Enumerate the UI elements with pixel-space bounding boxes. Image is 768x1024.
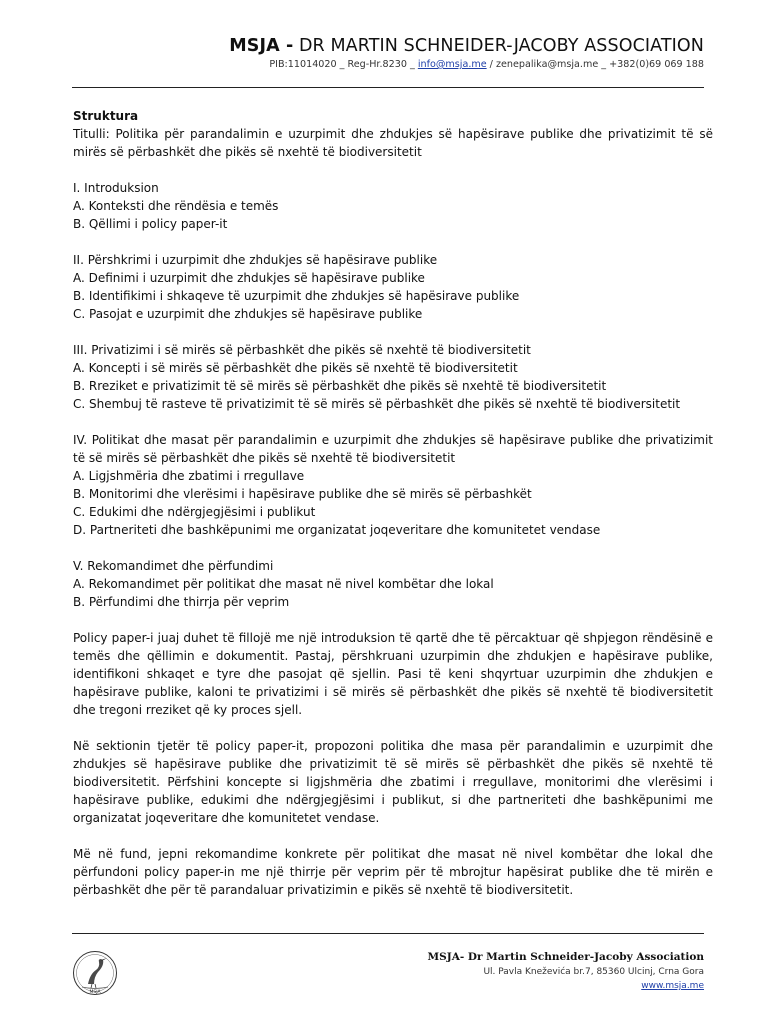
paragraph-spacer xyxy=(73,323,713,341)
outline-item: I. Introduksion xyxy=(73,181,159,195)
outline-item: A. Rekomandimet për politikat dhe masat në nivel kombëtar dhe lokal xyxy=(73,577,494,591)
outline-item: B. Monitorimi dhe vlerësimi i hapësirave publike dhe së mirës së përbashkët xyxy=(73,487,532,501)
secondary-contact: / zenepalika@msja.me _ +382(0)69 069 188 xyxy=(486,59,704,70)
footer-organization-name: MSJA- Dr Martin Schneider-Jacoby Association xyxy=(427,951,704,963)
outline-item: B. Identifikimi i shkaqeve të uzurpimit dhe zhdukjes së hapësirave publike xyxy=(73,289,520,303)
paragraph-spacer xyxy=(73,719,713,737)
outline-item: B. Rreziket e privatizimit të së mirës së përbashkët dhe pikës së nxehtë të biodiversitetit xyxy=(73,379,607,393)
section-heading: Struktura xyxy=(73,109,139,123)
logo-text: MSJA xyxy=(89,990,101,995)
outline-item: D. Partneriteti dhe bashkëpunimi me organizatat joqeveritare dhe komunitetet vendase xyxy=(73,523,601,537)
outline-item: II. Përshkrimi i uzurpimit dhe zhdukjes së hapësirave publike xyxy=(73,253,438,267)
heron-bird-logo-icon xyxy=(72,950,118,996)
paragraph-spacer xyxy=(73,161,713,179)
document-body xyxy=(73,107,713,899)
header-divider xyxy=(72,87,704,88)
outline-item: B. Qëllimi i policy paper-it xyxy=(73,217,228,231)
outline-item: C. Pasojat e uzurpimit dhe zhdukjes së hapësirave publike xyxy=(73,307,423,321)
letterhead-header xyxy=(72,34,704,70)
info-email-link[interactable]: info@msja.me xyxy=(417,59,487,70)
organization-full-name: DR MARTIN SCHNEIDER-JACOBY ASSOCIATION xyxy=(293,36,704,56)
paragraph: Më në fund, jepni rekomandime konkrete për politikat dhe masat në nivel kombëtar dhe lokal dhe përfundoni policy paper-in me një thirrje për veprim për të mbrojtur hapësirat publike dhe të mirën e përbashkët dhe për të parandaluar privatizimin e pikës së nxehtë të biodiversitetit. xyxy=(73,847,713,897)
outline-item: A. Konteksti dhe rëndësia e temës xyxy=(73,199,279,213)
footer-divider xyxy=(72,933,704,934)
contact-line xyxy=(72,59,704,70)
paragraph-spacer xyxy=(73,233,713,251)
paragraph: Policy paper-i juaj duhet të fillojë me një introduksion të qartë dhe të përcaktuar që shpjegon rëndësinë e temës dhe qëllimin e dokumentit. Pastaj, përshkruani uzurpimin dhe zhdukjen e hapësirave publike, identifikoni shkaqet e tyre dhe pasojat që sjellin. Pasi të keni shqyrtuar uzurpimin dhe zhdukjen e hapësirave publike, kaloni te privatizimi i së mirës së përbashkët dhe pikës së nxehtë të biodiversitetit dhe tregoni rreziket që ky proces sjell. xyxy=(73,631,713,717)
footer-website-link[interactable]: www.msja.me xyxy=(641,981,704,991)
outline-item: A. Ligjshmëria dhe zbatimi i rregullave xyxy=(73,469,305,483)
registration-info: PIB:11014020 _ Reg-Hr.8230 _ xyxy=(269,59,418,70)
paragraph-spacer xyxy=(73,827,713,845)
footer-address: Ul. Pavla Kneževića br.7, 85360 Ulcinj, Crna Gora xyxy=(483,967,704,977)
outline-item: III. Privatizimi i së mirës së përbashkët dhe pikës së nxehtë të biodiversitetit xyxy=(73,343,531,357)
paragraph: Titulli: Politika për parandalimin e uzurpimit dhe zhdukjes së hapësirave publike dhe privatizimit të së mirës së përbashkët dhe pikës së nxehtë të biodiversitetit xyxy=(73,127,713,159)
paragraph-spacer xyxy=(73,413,713,431)
paragraph: Në sektionin tjetër të policy paper-it, propozoni politika dhe masa për parandalimin e uzurpimit dhe zhdukjes së hapësirave publike dhe privatizimit të së mirës së përbashkët dhe pikës së nxehtë të biodiversitetit. Përfshini koncepte si ligjshmëria dhe zbatimi i rregullave, monitorimi dhe vlerësimi i hapësirave publike, edukimi dhe ndërgjegjësimi i publikut, si dhe partneriteti dhe bashkëpunimi me organizatat joqeveritare dhe komunitetet vendase. xyxy=(73,739,713,825)
outline-item: C. Edukimi dhe ndërgjegjësimi i publikut xyxy=(73,505,316,519)
paragraph: IV. Politikat dhe masat për parandalimin e uzurpimit dhe zhdukjes së hapësirave publike dhe privatizimit të së mirës së përbashkët dhe pikës së nxehtë të biodiversitetit xyxy=(73,433,713,465)
letterhead-footer xyxy=(72,943,704,1003)
outline-item: C. Shembuj të rasteve të privatizimit të së mirës së përbashkët dhe pikës së nxehtë të biodiversitetit xyxy=(73,397,681,411)
organization-title xyxy=(72,34,704,58)
outline-item: V. Rekomandimet dhe përfundimi xyxy=(73,559,274,573)
paragraph-spacer xyxy=(73,611,713,629)
outline-item: A. Definimi i uzurpimit dhe zhdukjes së hapësirave publike xyxy=(73,271,425,285)
outline-item: A. Koncepti i së mirës së përbashkët dhe pikës së nxehtë të biodiversitetit xyxy=(73,361,518,375)
organization-acronym: MSJA - xyxy=(229,36,294,56)
paragraph-spacer xyxy=(73,539,713,557)
footer-contact xyxy=(428,949,704,993)
outline-item: B. Përfundimi dhe thirrja për veprim xyxy=(73,595,290,609)
